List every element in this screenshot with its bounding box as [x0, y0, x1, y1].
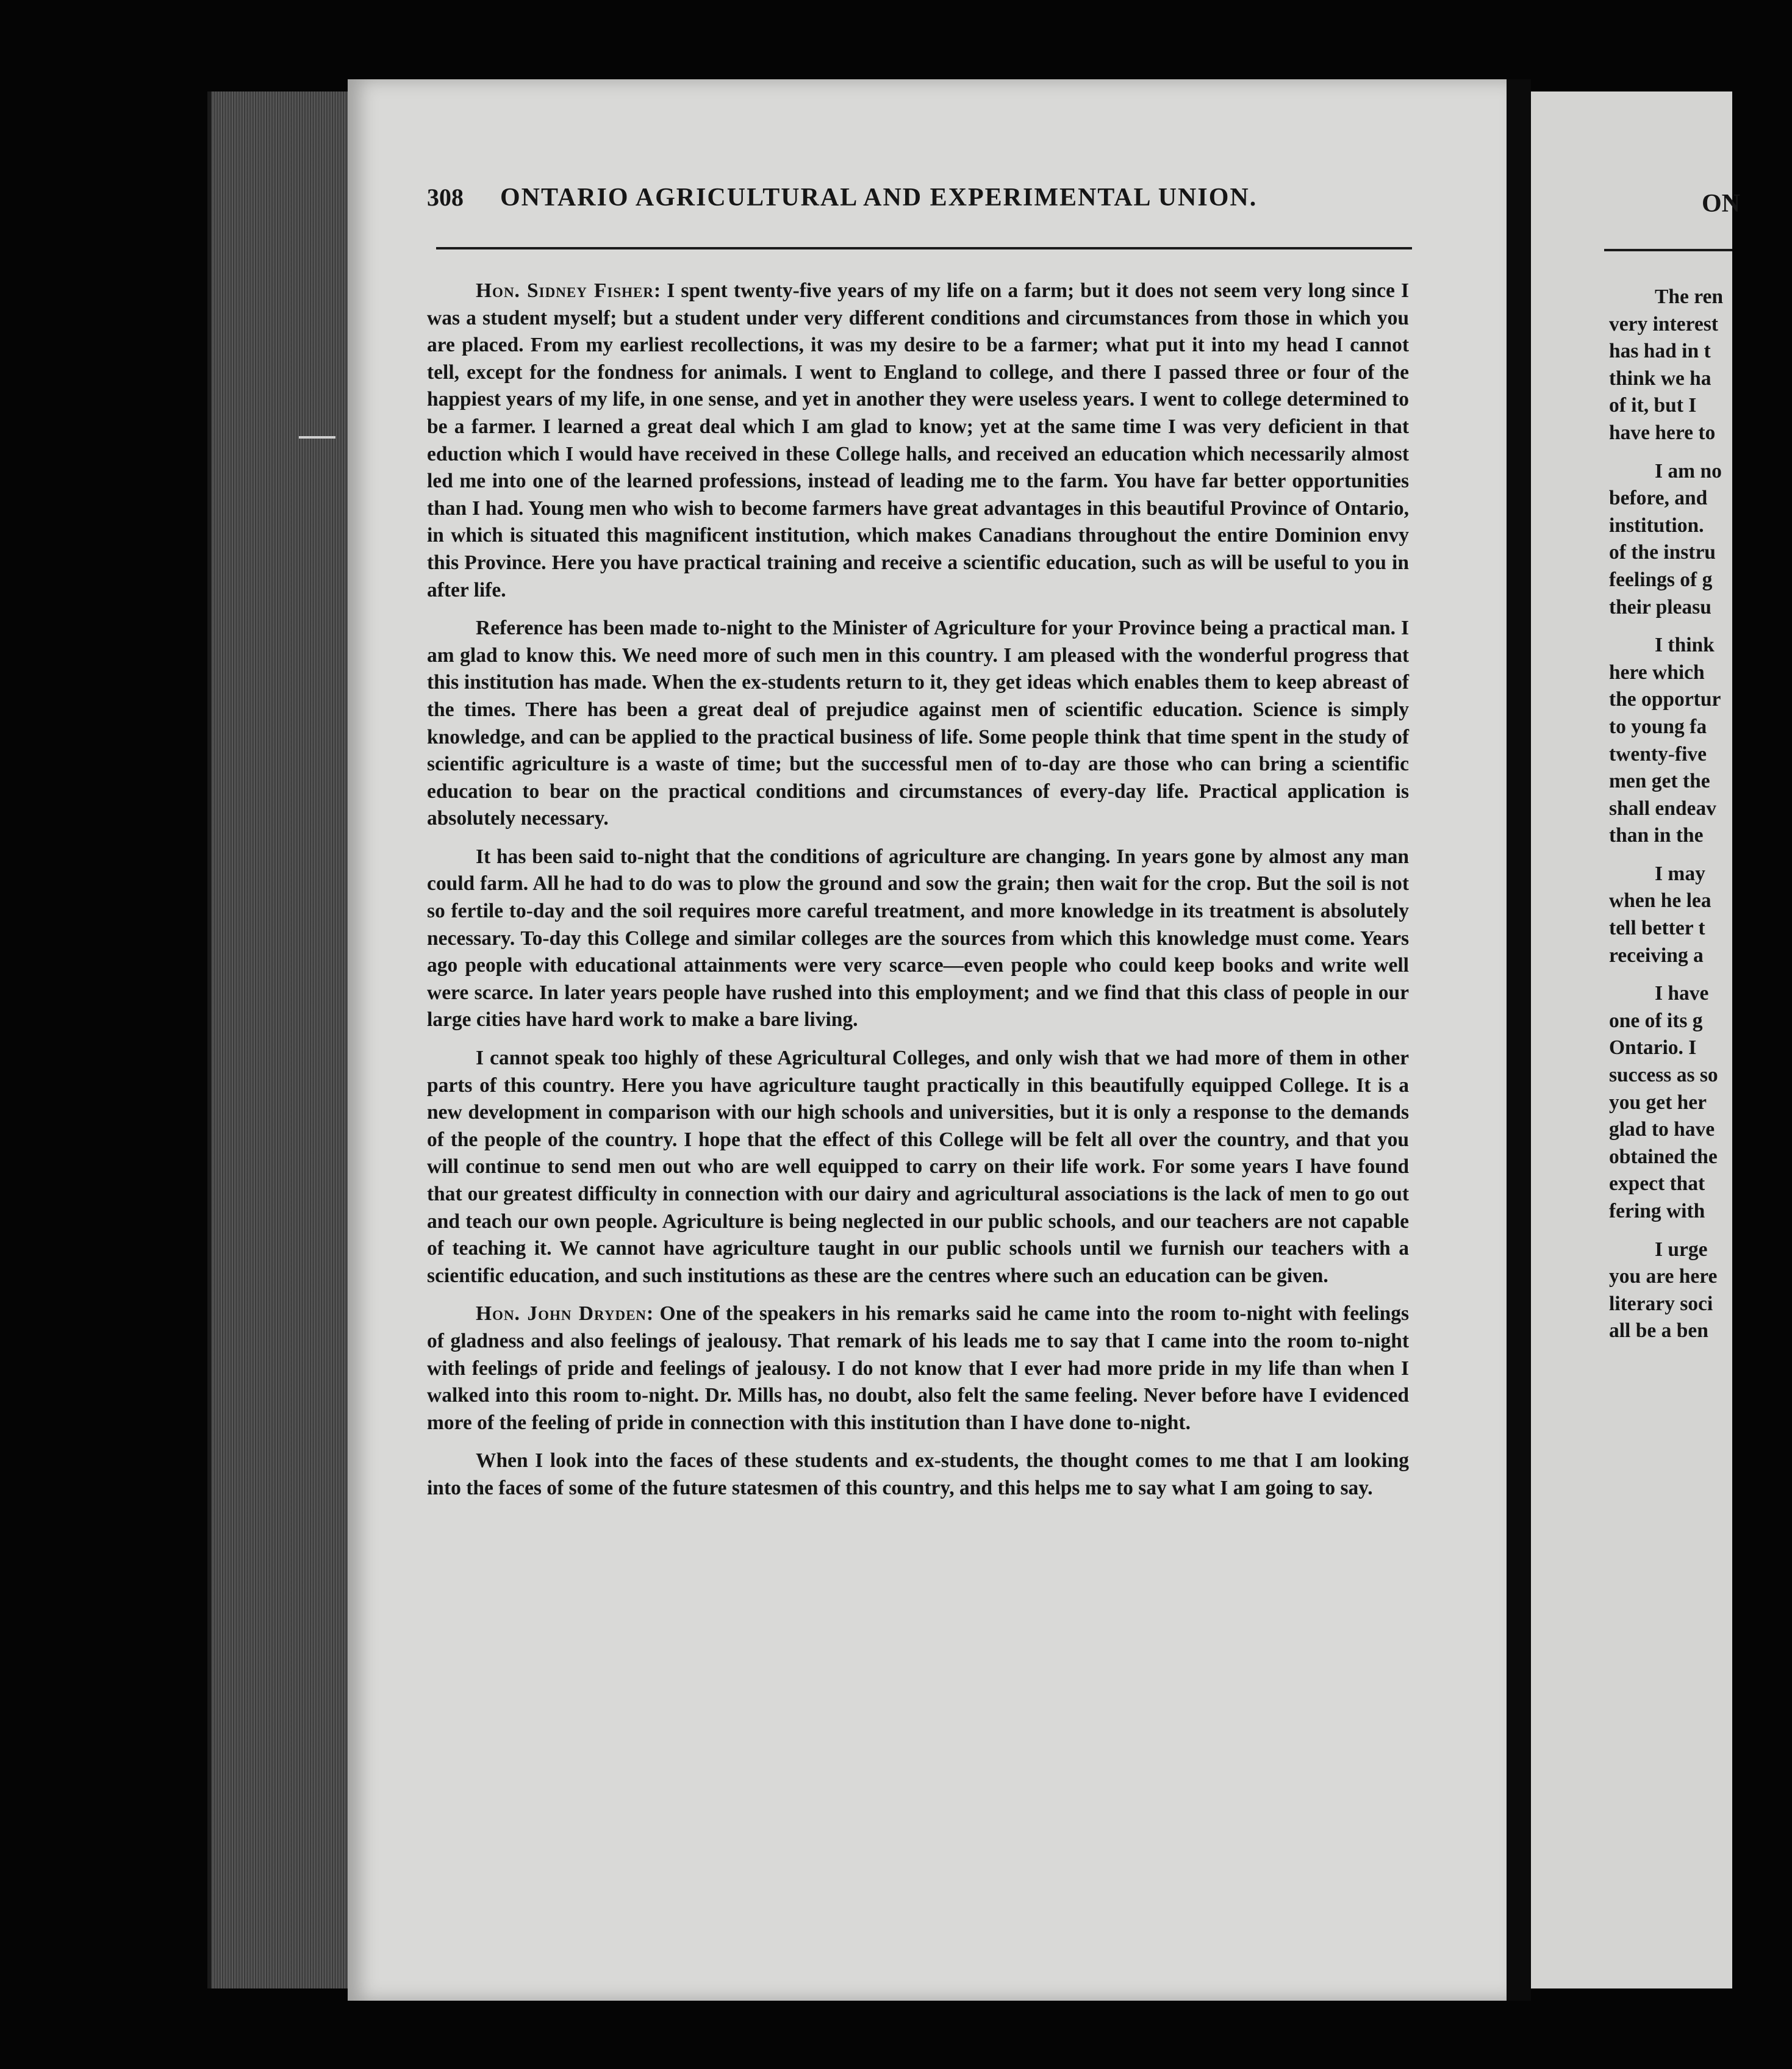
facing-page-line: very interest — [1609, 312, 1718, 335]
facing-page-rule — [1604, 249, 1732, 251]
paragraph-text: : I spent twenty-five years of my life on a farm; but it does not seem very long since I was a student myself; but a student under very different conditions and circumstances from those in which you are placed. From my earliest recollections, it was my desire to be a farmer; what put it into my head I cannot tell, except for the fondness for animals. I went to England to college, and there I passed three or four of the happiest years of my life, in one sense, and yet in another they were useless years. I went to college determined to be a farmer. I learned a great deal which I am glad to know; yet at the same time I was very deficient in that eduction which I would have received in these College halls, and received an education which necessarily almost led me into one of the learned professions, instead of leading me to the farm. You have far better opportunities than I had. Young men who wish to become farmers have great advantages in this beautiful Province of Ontario, in which is situated this magnificent institution, which makes Canadians throughout the entire Dominion envy this Province. Here you have practical training and receive a scientific education, such as will be useful to you in after life. — [427, 279, 1410, 601]
paragraph — [427, 615, 1409, 833]
facing-page-line: success as so — [1609, 1064, 1718, 1087]
page-number: 308 — [427, 184, 464, 211]
facing-page-line: fering with — [1609, 1200, 1705, 1222]
facing-page-line: I urge — [1655, 1238, 1708, 1261]
facing-page-line: twenty-five — [1609, 742, 1707, 766]
book-fore-edge — [207, 91, 351, 1988]
speaker-name: Hon. Sidney Fisher — [476, 279, 654, 302]
facing-page-line: institution. — [1609, 514, 1704, 537]
facing-page-line: glad to have — [1609, 1118, 1715, 1141]
facing-page-line: I have — [1655, 982, 1709, 1005]
facing-page-paragraph — [1609, 284, 1792, 447]
facing-page-line: I am no — [1655, 459, 1722, 482]
running-head: ONTARIO AGRICULTURAL AND EXPERIMENTAL UNION. — [500, 184, 1258, 212]
page-header — [427, 183, 1415, 212]
facing-page-paragraph — [1609, 1236, 1792, 1345]
header-rule — [436, 247, 1412, 249]
facing-page-line: men get the — [1609, 770, 1710, 793]
speaker-name: Hon. John Dryden — [476, 1302, 647, 1325]
facing-page-line: obtained the — [1609, 1145, 1718, 1168]
paragraph-text: It has been said to-night that the conditions of agriculture are changing. In years gone by almost any man could farm. All he had to do was to plow the ground and sow the grain; then wait for the crop. But the soil is not so fertile to-day and the soil requires more careful treatment, and more knowledge in its treatment is absolutely necessary. To-day this College and similar colleges are the sources from which this knowledge must come. Years ago people with educational attainments were very scarce—even people who could keep books and write well were scarce. In later years people have rushed into this employment; and we find that this class of people in our large cities have hard work to make a bare living. — [427, 845, 1409, 1031]
paper-fleck — [299, 436, 335, 439]
facing-page-line: one of its g — [1609, 1009, 1703, 1032]
paragraph — [427, 1045, 1409, 1289]
facing-page-line: you are here — [1609, 1265, 1718, 1288]
page-gutter — [1507, 79, 1531, 2001]
facing-page-line: of the instru — [1609, 541, 1716, 564]
facing-page-running-head: ON — [1702, 190, 1740, 218]
facing-page-line: has had in t — [1609, 340, 1711, 363]
facing-page-line: before, and — [1609, 487, 1708, 510]
facing-page-line: literary soci — [1609, 1292, 1713, 1315]
facing-page-line: I may — [1655, 862, 1705, 885]
paragraph — [427, 1300, 1409, 1436]
facing-page-line: to young fa — [1609, 715, 1707, 738]
facing-page-line: you get her — [1609, 1091, 1707, 1114]
facing-page-line: tell better t — [1609, 917, 1705, 940]
facing-page-line: of it, but I — [1609, 394, 1697, 417]
article-body — [427, 278, 1409, 1513]
paragraph — [427, 844, 1409, 1034]
paragraph-text: : One of the speakers in his remarks said he came into the room to-night with feelings of gladness and also feelings of jealousy. That remark of his leads me to say that I came into the room to-night with feelings of pride and feelings of jealousy. I do not know that I ever had more pride in my life than when I walked into this room to-night. Dr. Mills has, no doubt, also felt the same feeling. Never before have I evidenced more of the feeling of pride in connection with this institution than I have done to-night. — [427, 1302, 1409, 1434]
facing-page-paragraph — [1609, 861, 1792, 969]
facing-page-line: the opportur — [1609, 688, 1721, 711]
facing-page-line: here which — [1609, 661, 1705, 684]
facing-page-paragraph — [1609, 980, 1792, 1225]
paragraph — [427, 1447, 1409, 1502]
facing-page-line: I think — [1655, 634, 1715, 657]
paragraph-text: Reference has been made to-night to the Minister of Agriculture for your Province being a practical man. I am glad to know this. We need more of such men in this country. I am pleased with the wonderful progress that this institution has made. When the ex-students return to it, they get ideas which enables them to keep abreast of the times. There has been a great deal of prejudice against men of scientific education. Science is simply knowledge, and can be applied to the practical business of life. Some people think that time spent in the study of scientific agriculture is a waste of time; but the successful men of to-day are those who can bring a scientific education to bear on the practical conditions and circumstances of every-day life. Practical application is absolutely necessary. — [427, 617, 1409, 830]
facing-page-line: feelings of g — [1609, 568, 1713, 591]
paragraph-text: I cannot speak too highly of these Agricultural Colleges, and only wish that we had more of them in other parts of this country. Here you have agriculture taught practically in this beautifully equipped College. It is a new development in comparison with our high schools and universities, but it is only a response to the demands of the people of the country. I hope that the effect of this College will be felt all over the country, and that you will continue to send men out who are well equipped to carry on their life work. For some years I have found that our greatest difficulty in connection with our dairy and agricultural associations is the lack of men to go out and teach our own people. Agriculture is being neglected in our public schools, and our teachers are not capable of teaching it. We cannot have agriculture taught in our public schools until we furnish our teachers with a scientific education, and such institutions as these are the centres where such an education can be given. — [427, 1047, 1409, 1287]
facing-page-line: their pleasu — [1609, 595, 1711, 619]
facing-page-line: have here to — [1609, 421, 1716, 444]
facing-page-line: think we ha — [1609, 367, 1711, 390]
facing-page-line: receiving a — [1609, 944, 1704, 967]
facing-page-line: The ren — [1655, 285, 1723, 308]
paragraph — [427, 278, 1409, 604]
facing-page-line: expect that — [1609, 1172, 1705, 1196]
facing-page-paragraph — [1609, 458, 1792, 622]
paragraph-text: When I look into the faces of these students and ex-students, the thought comes to me that I am looking into the faces of some of the future statesmen of this country, and this helps me to say what I am going to say. — [427, 1449, 1409, 1499]
facing-page-line: than in the — [1609, 824, 1704, 847]
facing-page-line: shall endeav — [1609, 797, 1716, 820]
facing-page-line: Ontario. I — [1609, 1036, 1697, 1060]
facing-page-line: when he lea — [1609, 889, 1711, 913]
facing-page-line: all be a ben — [1609, 1319, 1708, 1343]
facing-page-text — [1609, 284, 1792, 1356]
facing-page-paragraph — [1609, 632, 1792, 850]
